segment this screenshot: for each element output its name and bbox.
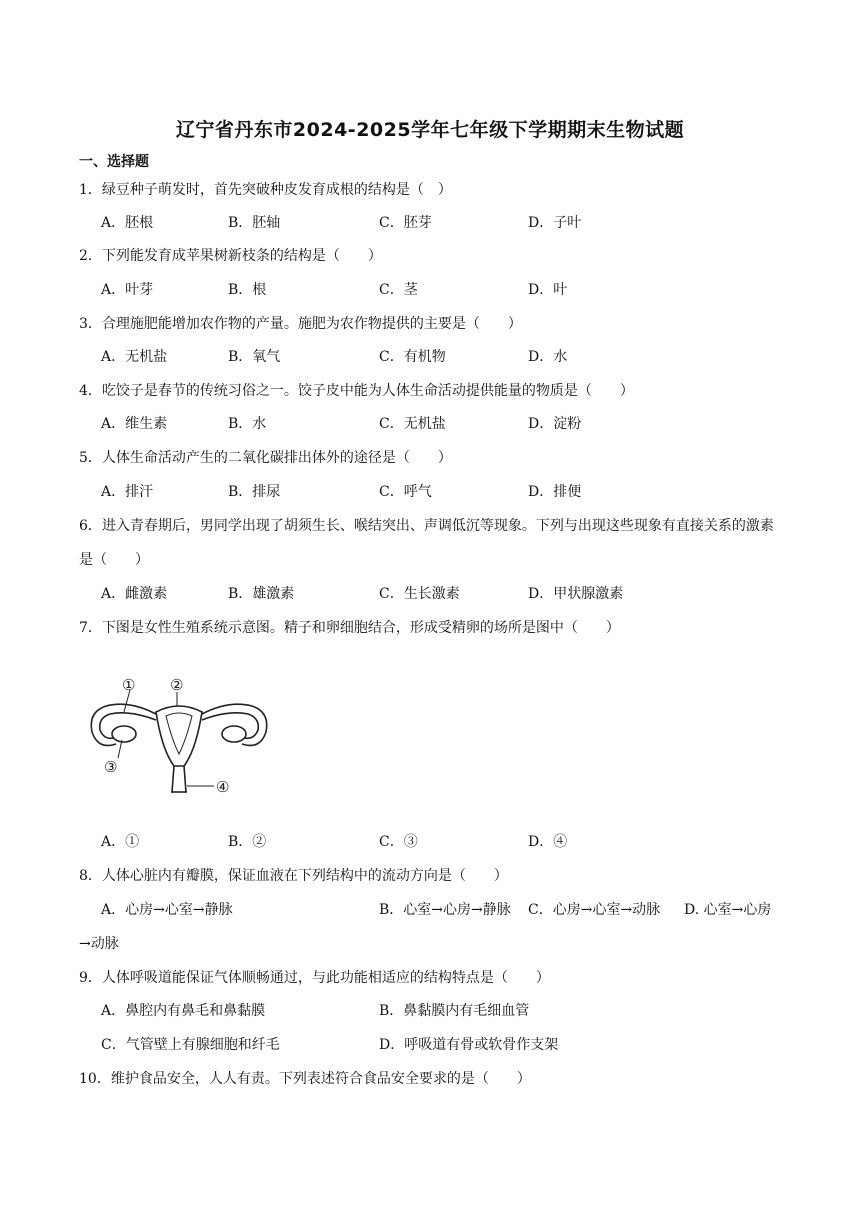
figure-label-1: ① xyxy=(122,676,136,694)
q2-option-c: C．茎 xyxy=(379,282,418,298)
q2-option-d: D．叶 xyxy=(528,282,568,298)
figure-label-2: ② xyxy=(170,676,184,694)
q3-option-a: A．无机盐 xyxy=(101,349,168,365)
q7-option-c: C．③ xyxy=(379,834,418,850)
q5-option-b: B．排尿 xyxy=(228,484,281,500)
q1-option-c: C．胚芽 xyxy=(379,215,432,231)
q7-option-b: B．② xyxy=(228,834,267,850)
q8-option-a: A．心房→心室→静脉 xyxy=(101,902,233,918)
q9-option-a: A．鼻腔内有鼻毛和鼻黏膜 xyxy=(101,1003,266,1019)
q1-option-b: B．胚轴 xyxy=(228,215,281,231)
question-9-stem: 9．人体呼吸道能保证气体顺畅通过，与此功能相适应的结构特点是（ ） xyxy=(79,970,550,986)
q4-option-a: A．维生素 xyxy=(101,416,168,432)
q8-option-b: B．心室→心房→静脉 xyxy=(379,902,511,918)
q7-option-d: D．④ xyxy=(528,834,568,850)
q4-option-c: C．无机盐 xyxy=(379,416,446,432)
q2-option-a: A．叶芽 xyxy=(101,282,154,298)
question-5-stem: 5．人体生命活动产生的二氧化碳排出体外的途径是（ ） xyxy=(79,450,452,466)
q6-option-d: D．甲状腺激素 xyxy=(528,586,624,602)
q5-option-d: D．排便 xyxy=(528,484,582,500)
female-reproductive-system-diagram xyxy=(84,670,274,800)
q5-option-c: C．呼气 xyxy=(379,484,432,500)
section-heading: 一、选择题 xyxy=(79,154,149,170)
q4-option-b: B．水 xyxy=(228,416,267,432)
question-7-stem: 7．下图是女性生殖系统示意图。精子和卵细胞结合，形成受精卵的场所是图中（ ） xyxy=(79,620,620,636)
figure-label-4: ④ xyxy=(216,778,230,796)
page-title: 辽宁省丹东市2024-2025学年七年级下学期期末生物试题 xyxy=(175,119,685,141)
question-10-stem: 10．维护食品安全，人人有责。下列表述符合食品安全要求的是（ ） xyxy=(79,1071,531,1087)
q9-option-b: B．鼻黏膜内有毛细血管 xyxy=(379,1003,530,1019)
q8-option-d: D. 心室→心房 xyxy=(684,902,772,918)
q6-option-c: C．生长激素 xyxy=(379,586,460,602)
question-2-stem: 2．下列能发育成苹果树新枝条的结构是（ ） xyxy=(79,248,382,264)
q6-option-a: A．雌激素 xyxy=(101,586,168,602)
question-8-stem: 8．人体心脏内有瓣膜，保证血液在下列结构中的流动方向是（ ） xyxy=(79,868,508,884)
q3-option-b: B．氧气 xyxy=(228,349,281,365)
q3-option-c: C．有机物 xyxy=(379,349,446,365)
q6-option-b: B．雄激素 xyxy=(228,586,295,602)
q8-option-d-continued: →动脉 xyxy=(79,936,119,952)
q5-option-a: A．排汗 xyxy=(101,484,154,500)
figure-label-3: ③ xyxy=(104,758,118,776)
question-4-stem: 4．吃饺子是春节的传统习俗之一。饺子皮中能为人体生命活动提供能量的物质是（ ） xyxy=(79,383,634,399)
question-3-stem: 3．合理施肥能增加农作物的产量。施肥为农作物提供的主要是（ ） xyxy=(79,316,522,332)
question-6-stem: 6．进入青春期后，男同学出现了胡须生长、喉结突出、声调低沉等现象。下列与出现这些现象有直接关系的激素是（ ） xyxy=(79,518,774,568)
q9-option-c: C．气管壁上有腺细胞和纤毛 xyxy=(101,1037,280,1053)
q3-option-d: D．水 xyxy=(528,349,568,365)
question-1-stem: 1．绿豆种子萌发时，首先突破种皮发育成根的结构是（ ） xyxy=(79,182,452,198)
q2-option-b: B．根 xyxy=(228,282,267,298)
q1-option-a: A．胚根 xyxy=(101,215,154,231)
q7-option-a: A．① xyxy=(101,834,140,850)
q8-option-c: C．心房→心室→动脉 xyxy=(528,902,661,918)
q4-option-d: D．淀粉 xyxy=(528,416,582,432)
q1-option-d: D．子叶 xyxy=(528,215,582,231)
q9-option-d: D．呼吸道有骨或软骨作支架 xyxy=(379,1037,559,1053)
